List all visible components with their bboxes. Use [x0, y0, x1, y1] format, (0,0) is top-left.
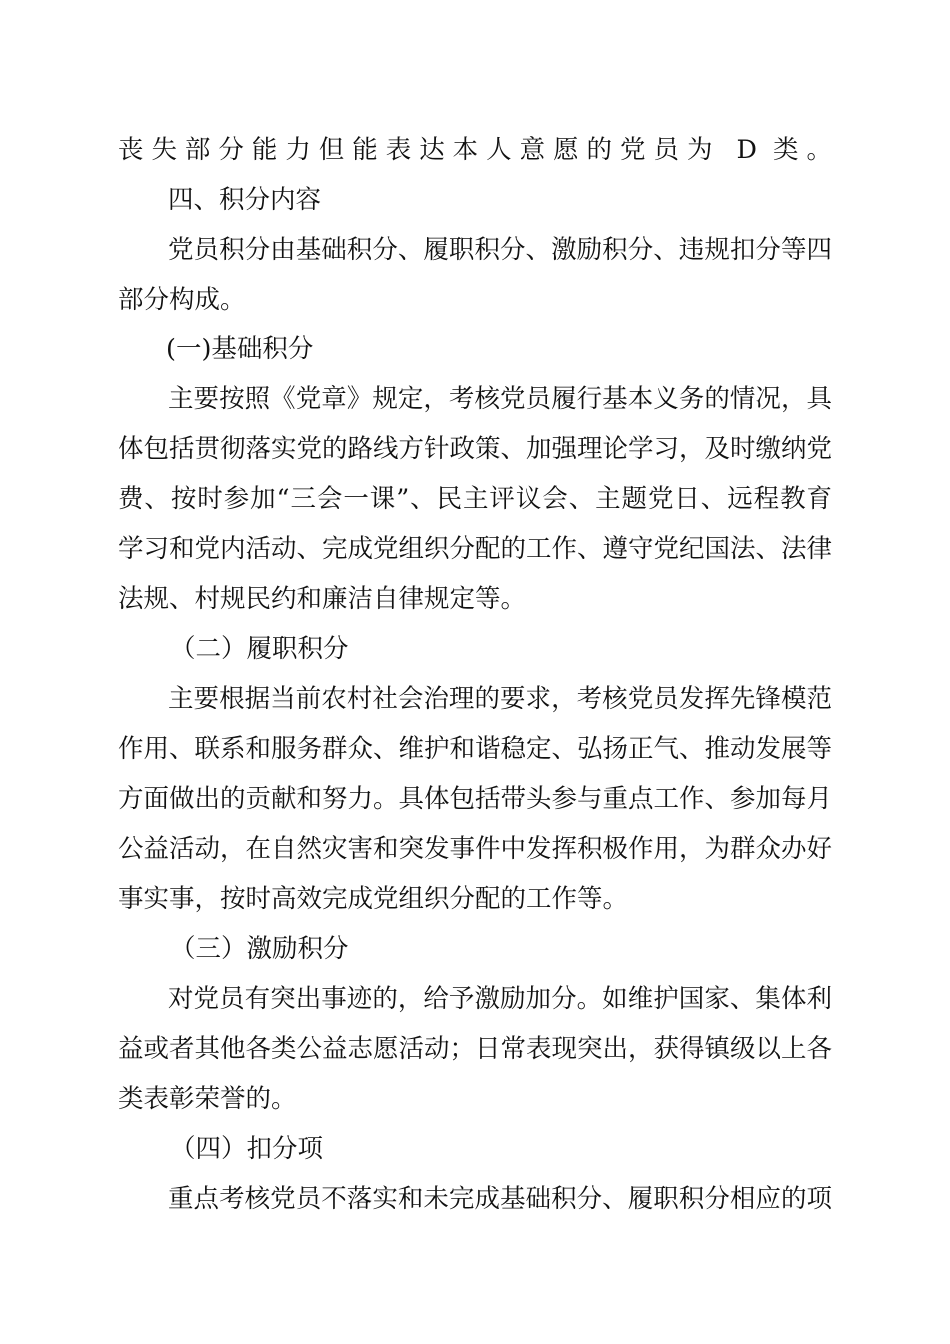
- paragraph-line: 主要根据当前农村社会治理的要求，考核党员发挥先锋模范: [168, 684, 832, 714]
- paragraph-line: 对党员有突出事迹的，给予激励加分。如维护国家、集体利: [168, 984, 832, 1014]
- subsection-heading: (一)基础积分: [166, 334, 314, 364]
- paragraph-line: 主要按照《党章》规定，考核党员履行基本义务的情况，具: [168, 384, 832, 414]
- paragraph-line: 类表彰荣誉的。: [118, 1084, 297, 1114]
- subsection-heading: （三）激励积分: [170, 934, 349, 964]
- paragraph-line: 作用、联系和服务群众、维护和谐稳定、弘扬正气、推动发展等: [118, 734, 832, 764]
- paragraph-line: 体包括贯彻落实党的路线方针政策、加强理论学习，及时缴纳党: [118, 434, 832, 464]
- text-line: 丧失部分能力但能表达本人意愿的党员为 D 类。: [118, 135, 832, 165]
- paragraph-line: 法规、村规民约和廉洁自律规定等。: [118, 584, 527, 614]
- paragraph-line: 方面做出的贡献和努力。具体包括带头参与重点工作、参加每月: [118, 784, 832, 814]
- paragraph-line: 益或者其他各类公益志愿活动；日常表现突出，获得镇级以上各: [118, 1034, 832, 1064]
- paragraph-line: 事实事，按时高效完成党组织分配的工作等。: [118, 884, 629, 914]
- subsection-heading: （四）扣分项: [170, 1134, 324, 1164]
- paragraph-line: 重点考核党员不落实和未完成基础积分、履职积分相应的项: [168, 1184, 832, 1214]
- paragraph-line: 学习和党内活动、完成党组织分配的工作、遵守党纪国法、法律: [118, 534, 832, 564]
- paragraph-line: 党员积分由基础积分、履职积分、激励积分、违规扣分等四: [168, 235, 832, 265]
- section-heading: 四、积分内容: [168, 185, 322, 215]
- paragraph-line: 公益活动，在自然灾害和突发事件中发挥积极作用，为群众办好: [118, 834, 832, 864]
- paragraph-line: 费、按时参加“三会一课”、民主评议会、主题党日、远程教育: [118, 484, 832, 514]
- subsection-heading: （二）履职积分: [170, 634, 349, 664]
- paragraph-line: 部分构成。: [118, 285, 246, 315]
